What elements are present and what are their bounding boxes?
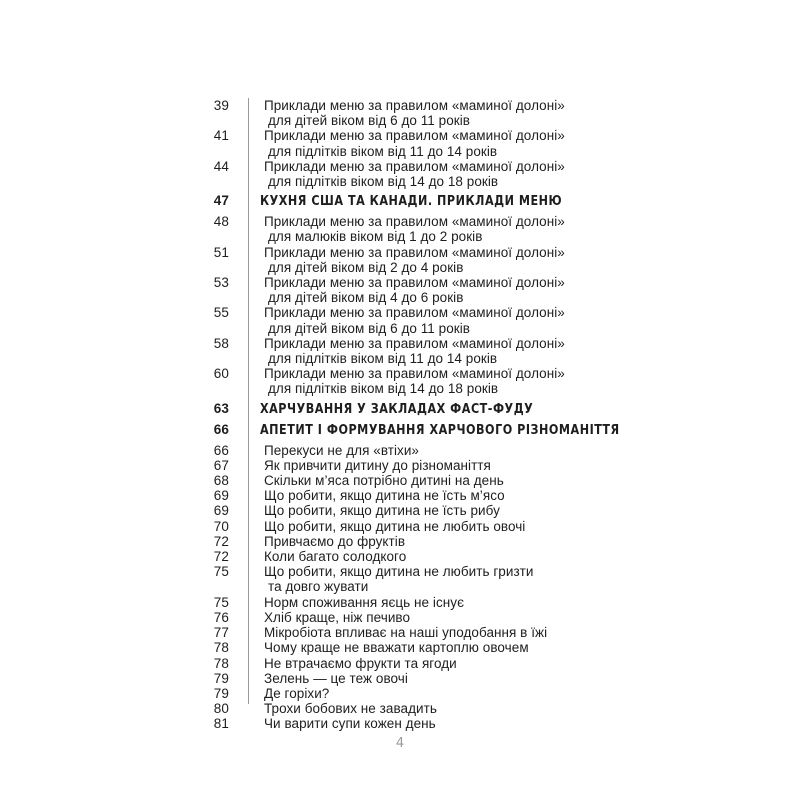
toc-entry-title: для підлітків віком від 11 до 14 років [268,351,498,367]
toc-entry-title: Хліб краще, ніж печиво [264,609,411,625]
toc-entry-title: Приклади меню за правилом «маминої долоні» [264,158,565,174]
toc-entry [198,579,638,594]
toc-entry-title: Скільки м’яса потрібно дитині на день [264,473,504,489]
toc-entry-title: для дітей віком від 2 до 4 років [268,259,464,275]
toc-page-number: 67 [213,457,229,473]
toc-page-number: 69 [213,488,229,504]
toc-page-number: 76 [213,609,229,625]
toc-entry [198,366,638,381]
toc-page-number: 72 [213,533,229,549]
toc-page-number: 66 [213,421,229,437]
toc-entry [198,656,638,671]
toc-entry-title: для малюків віком від 1 до 2 років [268,229,483,245]
toc-entry-title: Приклади меню за правилом «маминої долоні» [264,275,565,291]
toc-entry-title: Коли багато солодкого [264,549,407,565]
toc-entry [198,174,638,189]
toc-entry [198,671,638,686]
toc-page-number: 69 [213,503,229,519]
toc-entry-title: Що робити, якщо дитина не любить гризти [264,564,534,580]
toc-entry [198,443,638,458]
toc-page-number: 39 [213,98,229,113]
toc-entry-title: Трохи бобових не завадить [264,701,437,717]
toc-page-number: 44 [213,158,229,174]
toc-page-number: 80 [213,701,229,717]
toc-entry [198,686,638,701]
toc-entry-title: Мікробіота впливає на наші уподобання в їжі [264,625,548,641]
toc-entry-title: Приклади меню за правилом «маминої долоні» [264,305,565,321]
toc-entry-title: Чому краще не вважати картоплю овочем [264,640,529,656]
toc-entry-title: Де горіхи? [264,685,330,701]
toc-entry [198,458,638,473]
toc-entry [198,640,638,655]
toc-entry-title: Зелень — це теж овочі [264,670,408,686]
toc-entry-title: для дітей віком від 6 до 11 років [268,113,470,129]
toc-page-number: 75 [213,594,229,610]
toc-page-number: 47 [213,193,229,209]
toc-entry [198,549,638,564]
toc-page-number: 63 [213,400,229,416]
toc-entry-title: Норм споживання яєць не існує [264,594,465,610]
toc-entry-title: Не втрачаємо фрукти та ягоди [264,655,457,671]
toc-page-number: 78 [213,655,229,671]
toc-entry-title: для дітей віком від 6 до 11 років [268,320,470,336]
toc-entry [198,351,638,366]
toc-page-number: 55 [213,305,229,321]
toc-entry [198,595,638,610]
toc-entry [198,128,638,143]
toc-entry [198,336,638,351]
toc-entry-title: Що робити, якщо дитина не їсть рибу [264,503,500,519]
toc-page-number: 53 [213,275,229,291]
toc-entry [198,519,638,534]
toc-entry-title: для дітей віком від 4 до 6 років [268,290,464,306]
toc-chapter-title: ХАРЧУВАННЯ У ЗАКЛАДАХ ФАСТ-ФУДУ [260,401,534,417]
toc-entry-title: Приклади меню за правилом «маминої долоні» [264,98,565,113]
toc-page-number: 72 [213,549,229,565]
toc-page-number: 78 [213,640,229,656]
toc-chapter-title: КУХНЯ США ТА КАНАДИ. ПРИКЛАДИ МЕНЮ [260,194,563,210]
toc-entry [198,625,638,640]
toc-page-number: 41 [213,128,229,144]
toc-entry [198,473,638,488]
column-divider [248,98,249,704]
toc-entry [198,113,638,128]
toc-chapter-heading [198,401,638,418]
toc-entry [198,564,638,579]
toc-entry [198,381,638,396]
toc-entry [198,159,638,174]
page-number: 4 [395,736,405,751]
toc-entry [198,214,638,229]
toc-entry-title: Привчаємо до фруктів [264,533,406,549]
toc-page-number: 51 [213,244,229,260]
table-of-contents [198,98,638,732]
toc-entry [198,144,638,159]
toc-entry [198,610,638,625]
toc-entry [198,701,638,716]
toc-chapter-heading [198,193,638,210]
toc-page-number: 48 [213,214,229,230]
toc-page-number: 58 [213,335,229,351]
toc-entry-title: Що робити, якщо дитина не любить овочі [264,518,526,534]
toc-entry-title: для підлітків віком від 14 до 18 років [268,174,499,190]
toc-entry [198,260,638,275]
toc-page-number: 66 [213,442,229,458]
toc-entry [198,245,638,260]
toc-entry-title: Приклади меню за правилом «маминої долоні» [264,335,565,351]
toc-entry-title: Приклади меню за правилом «маминої долоні» [264,366,565,382]
toc-entry-title: Приклади меню за правилом «маминої долоні» [264,214,565,230]
toc-entry [198,503,638,518]
toc-entry-title: Приклади меню за правилом «маминої долоні» [264,244,565,260]
toc-page-number: 79 [213,670,229,686]
toc-page-number: 77 [213,625,229,641]
toc-entry [198,305,638,320]
toc-entry [198,321,638,336]
toc-page-number: 68 [213,473,229,489]
toc-page-number: 75 [213,564,229,580]
toc-entry-title: Як привчити дитину до різноманіття [264,457,491,473]
toc-entry-title: Що робити, якщо дитина не їсть м’ясо [264,488,505,504]
toc-page-number: 70 [213,518,229,534]
toc-page-number: 79 [213,685,229,701]
toc-entry-title: Чи варити супи кожен день [264,716,436,732]
toc-page-number: 60 [213,366,229,382]
toc-page-number: 81 [213,716,229,732]
toc-entry [198,488,638,503]
toc-chapter-heading [198,422,638,439]
toc-entry-title: для підлітків віком від 11 до 14 років [268,143,498,159]
toc-entry [198,98,638,113]
toc-entry [198,290,638,305]
toc-entry [198,275,638,290]
toc-entry-title: та довго жувати [268,579,369,595]
toc-entry-title: для підлітків віком від 14 до 18 років [268,381,499,397]
toc-entry-title: Приклади меню за правилом «маминої долоні» [264,128,565,144]
toc-entry [198,229,638,244]
toc-entry [198,716,638,731]
toc-chapter-title: АПЕТИТ І ФОРМУВАННЯ ХАРЧОВОГО РІЗНОМАНІТТЯ [260,422,620,438]
toc-entry [198,534,638,549]
toc-entry-title: Перекуси не для «втіхи» [264,442,419,458]
